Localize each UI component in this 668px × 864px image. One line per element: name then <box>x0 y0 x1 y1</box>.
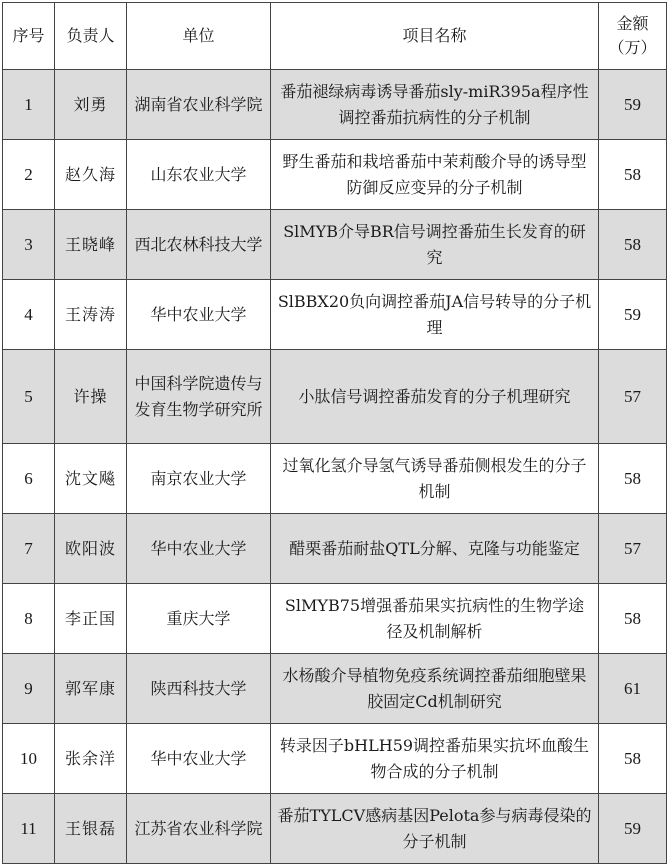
cell-unit: 南京农业大学 <box>127 444 271 514</box>
table-row <box>3 514 667 584</box>
header-leader: 负责人 <box>55 3 127 70</box>
cell-index: 3 <box>3 210 55 280</box>
cell-index: 7 <box>3 514 55 584</box>
cell-amount: 57 <box>599 350 667 444</box>
cell-project: SlBBX20负向调控番茄JA信号转导的分子机理 <box>271 280 599 350</box>
cell-amount: 57 <box>599 514 667 584</box>
cell-unit: 华中农业大学 <box>127 280 271 350</box>
cell-index: 1 <box>3 70 55 140</box>
cell-index: 2 <box>3 140 55 210</box>
table-row <box>3 444 667 514</box>
cell-project: 转录因子bHLH59调控番茄果实抗坏血酸生物合成的分子机制 <box>271 724 599 794</box>
cell-project: 番茄褪绿病毒诱导番茄sly-miR395a程序性调控番茄抗病性的分子机制 <box>271 70 599 140</box>
cell-index: 10 <box>3 724 55 794</box>
table-row <box>3 140 667 210</box>
cell-amount: 59 <box>599 70 667 140</box>
cell-amount: 58 <box>599 444 667 514</box>
cell-index: 5 <box>3 350 55 444</box>
header-project: 项目名称 <box>271 3 599 70</box>
cell-unit: 西北农林科技大学 <box>127 210 271 280</box>
cell-leader: 张余洋 <box>55 724 127 794</box>
cell-unit: 重庆大学 <box>127 584 271 654</box>
project-table <box>2 2 667 864</box>
cell-project: 过氧化氢介导氢气诱导番茄侧根发生的分子机制 <box>271 444 599 514</box>
cell-amount: 58 <box>599 210 667 280</box>
cell-index: 11 <box>3 794 55 864</box>
cell-amount: 58 <box>599 584 667 654</box>
table-row <box>3 70 667 140</box>
cell-leader: 刘勇 <box>55 70 127 140</box>
cell-leader: 欧阳波 <box>55 514 127 584</box>
cell-index: 8 <box>3 584 55 654</box>
table-header-row <box>3 3 667 70</box>
cell-amount: 58 <box>599 724 667 794</box>
cell-amount: 59 <box>599 794 667 864</box>
cell-project: SlMYB75增强番茄果实抗病性的生物学途径及机制解析 <box>271 584 599 654</box>
header-unit: 单位 <box>127 3 271 70</box>
cell-index: 9 <box>3 654 55 724</box>
cell-project: 番茄TYLCV感病基因Pelota参与病毒侵染的分子机制 <box>271 794 599 864</box>
cell-project: 醋栗番茄耐盐QTL分解、克隆与功能鉴定 <box>271 514 599 584</box>
cell-unit: 华中农业大学 <box>127 514 271 584</box>
cell-leader: 沈文飚 <box>55 444 127 514</box>
cell-project: 水杨酸介导植物免疫系统调控番茄细胞壁果胶固定Cd机制研究 <box>271 654 599 724</box>
table-row <box>3 280 667 350</box>
cell-leader: 王银磊 <box>55 794 127 864</box>
cell-unit: 中国科学院遗传与发育生物学研究所 <box>127 350 271 444</box>
cell-amount: 61 <box>599 654 667 724</box>
table-row <box>3 724 667 794</box>
header-index: 序号 <box>3 3 55 70</box>
header-amount: 金额 （万） <box>599 3 667 70</box>
cell-leader: 郭军康 <box>55 654 127 724</box>
table-row <box>3 210 667 280</box>
table-row <box>3 350 667 444</box>
cell-index: 6 <box>3 444 55 514</box>
cell-amount: 58 <box>599 140 667 210</box>
table-row <box>3 654 667 724</box>
cell-project: 野生番茄和栽培番茄中茉莉酸介导的诱导型防御反应变异的分子机制 <box>271 140 599 210</box>
table-row <box>3 794 667 864</box>
cell-unit: 山东农业大学 <box>127 140 271 210</box>
cell-index: 4 <box>3 280 55 350</box>
cell-leader: 李正国 <box>55 584 127 654</box>
cell-leader: 许操 <box>55 350 127 444</box>
cell-unit: 湖南省农业科学院 <box>127 70 271 140</box>
cell-amount: 59 <box>599 280 667 350</box>
cell-unit: 华中农业大学 <box>127 724 271 794</box>
cell-leader: 王晓峰 <box>55 210 127 280</box>
cell-leader: 王涛涛 <box>55 280 127 350</box>
table-row <box>3 584 667 654</box>
cell-unit: 江苏省农业科学院 <box>127 794 271 864</box>
cell-project: SlMYB介导BR信号调控番茄生长发育的研究 <box>271 210 599 280</box>
cell-leader: 赵久海 <box>55 140 127 210</box>
cell-unit: 陕西科技大学 <box>127 654 271 724</box>
cell-project: 小肽信号调控番茄发育的分子机理研究 <box>271 350 599 444</box>
